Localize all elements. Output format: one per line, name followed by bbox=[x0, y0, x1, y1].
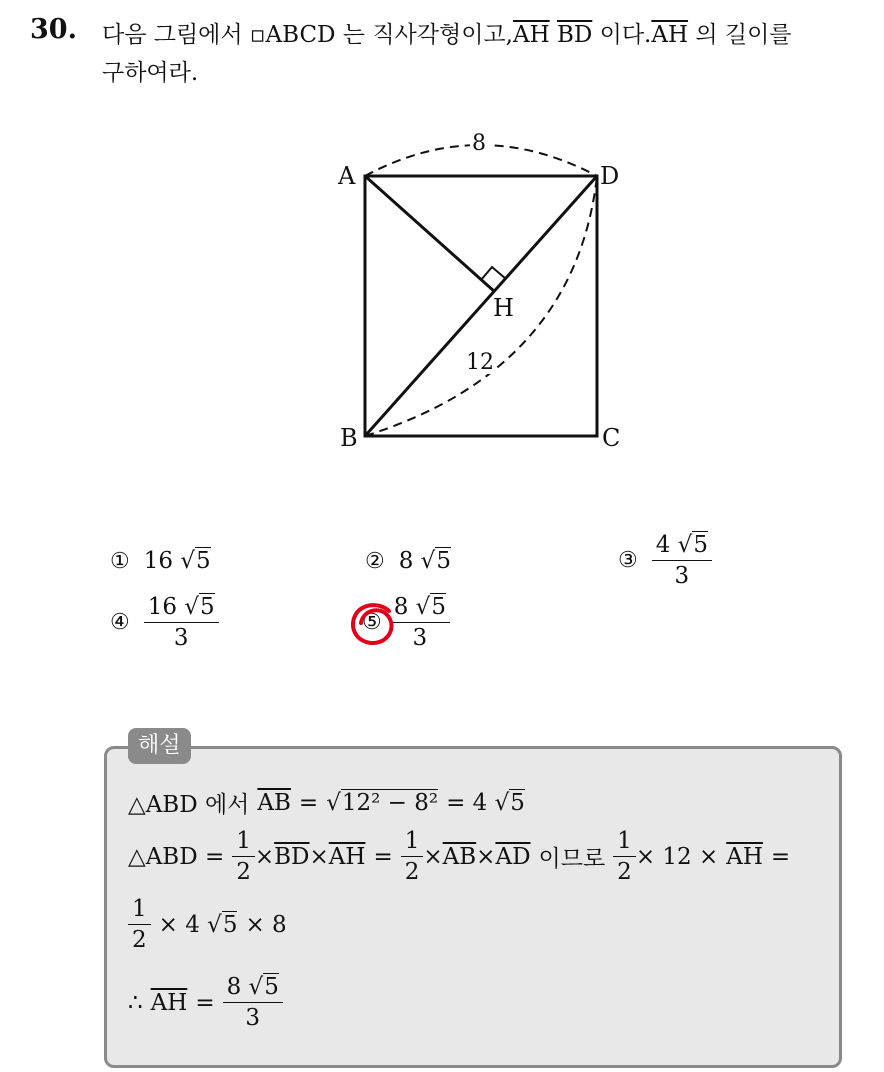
choice-1-sqrt: √5 bbox=[173, 548, 211, 574]
rectangle-figure bbox=[330, 120, 630, 460]
choice-2-mark: ② bbox=[365, 548, 385, 574]
choice-3-fraction: $\frac{4 √5}{3}$ bbox=[652, 532, 712, 589]
choice-2-coef: 8 bbox=[398, 548, 414, 574]
segment-bd: $\overline{BD}$ bbox=[556, 22, 593, 48]
solution-line-4: ∴ $\overline{AH}$ = $\frac{8 √5}{3}$ bbox=[128, 974, 283, 1031]
choice-2[interactable] bbox=[365, 548, 451, 574]
vertex-a: A bbox=[338, 162, 356, 190]
choice-4-mark: ④ bbox=[110, 610, 130, 635]
choice-5-mark: ⑤ bbox=[362, 610, 382, 635]
solution-line-1: △ABD 에서 $\overline{AB}$ = √12² − 8² = 4 √5 bbox=[128, 789, 525, 818]
vertex-b: B bbox=[340, 424, 358, 452]
solution-tag: 해설 bbox=[128, 728, 191, 764]
question-text-part3: 의 길이를 bbox=[688, 22, 792, 48]
choice-4[interactable] bbox=[110, 594, 219, 651]
segment-ah-2: $\overline{AH}$ bbox=[651, 22, 689, 48]
segment-ah-line bbox=[365, 176, 495, 292]
vertex-d: D bbox=[600, 162, 620, 190]
segment-ah: $\overline{AH}$ bbox=[512, 22, 550, 48]
question-text-part1: 다음 그림에서 ▫ABCD 는 직사각형이고, bbox=[102, 22, 513, 48]
label-diag-length: 12 bbox=[466, 350, 494, 375]
right-angle-mark bbox=[481, 267, 506, 280]
question-text bbox=[102, 16, 872, 92]
question-text-line2: 구하여라. bbox=[102, 60, 199, 86]
question-text-part2: 이다. bbox=[592, 22, 652, 48]
selected-answer-circle bbox=[349, 599, 399, 649]
vertex-c: C bbox=[602, 424, 621, 452]
solution-line-3: $\frac{1}{2}$ × 4 √5 × 8 bbox=[128, 896, 287, 953]
vertex-h: H bbox=[493, 294, 514, 322]
choice-3[interactable] bbox=[618, 532, 712, 589]
diagonal-bd bbox=[365, 176, 597, 436]
choice-2-sqrt: √5 bbox=[413, 548, 451, 574]
choice-1-coef: 16 bbox=[143, 548, 174, 574]
choice-1[interactable] bbox=[110, 548, 211, 574]
question-number: 30. bbox=[30, 14, 77, 45]
choice-1-mark: ① bbox=[110, 548, 130, 574]
label-top-length: 8 bbox=[472, 131, 486, 156]
choice-4-fraction: $\frac{16 √5}{3}$ bbox=[144, 594, 219, 651]
choice-5-fraction: $\frac{8 √5}{3}$ bbox=[390, 594, 450, 651]
solution-line-2: △ABD = $\frac{1}{2}$ × $\overline{BD}$ × $\overline{AH}$ = $\frac{1}{2}$ × $\overline{AB}$ × $\overline{AD}$ 이므로 $\frac{1}{2}$ × 12 × $\overline{AH}$ = bbox=[128, 828, 791, 885]
choice-3-mark: ③ bbox=[618, 548, 638, 573]
